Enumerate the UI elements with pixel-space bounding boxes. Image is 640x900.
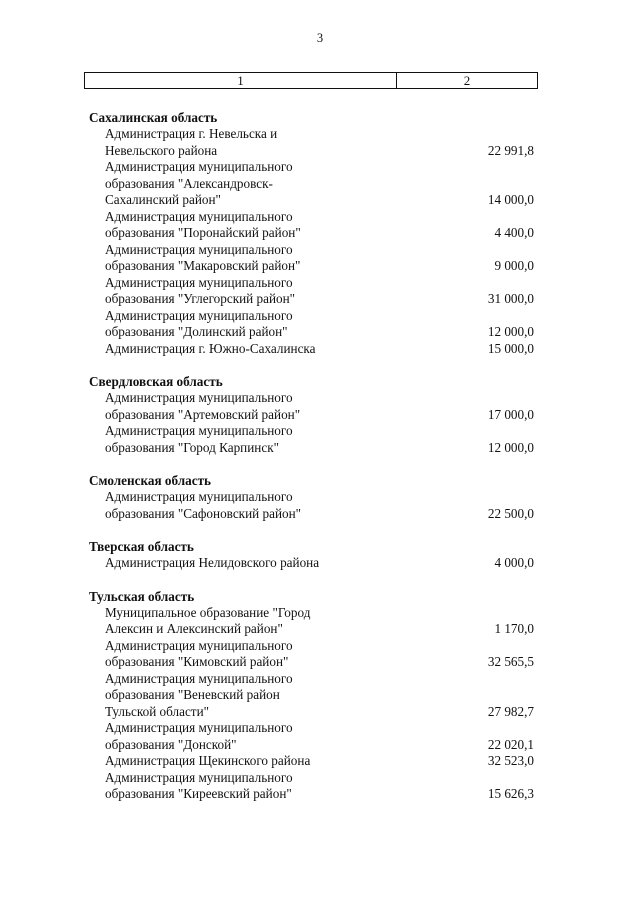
recipient-line: образования "Город Карпинск" [105, 439, 279, 455]
table-header [84, 72, 538, 89]
region-title: Сахалинская область [89, 110, 218, 125]
recipient-line: образования "Артемовский район" [105, 406, 301, 422]
entry-recipient [89, 390, 444, 423]
entry-recipient [89, 720, 444, 753]
recipient-line: Администрация муниципального [105, 208, 293, 224]
header-column-2: 2 [463, 73, 471, 88]
entry-recipient [89, 605, 444, 638]
recipient-line: Администрация муниципального [105, 390, 293, 405]
entry-row [89, 423, 534, 456]
entry-amount: 1 170,0 [494, 621, 534, 636]
recipient-line: образования "Веневский район [105, 687, 280, 702]
recipient-line: образования "Александровск- [105, 175, 273, 191]
entry-row [89, 159, 534, 209]
entry-row [89, 341, 534, 358]
recipient-line: Сахалинский район" [105, 192, 221, 207]
recipient-line: Тульской области" [105, 703, 210, 719]
entry-row [89, 489, 534, 522]
entry-row [89, 308, 534, 341]
entry-row [89, 671, 534, 721]
recipient-line: Администрация Нелидовского района [105, 555, 320, 570]
recipient-line: образования "Поронайский район" [105, 225, 301, 240]
region-section [89, 373, 534, 456]
entry-recipient [89, 423, 444, 456]
entry-recipient [89, 308, 444, 341]
entry-recipient [89, 638, 444, 671]
region-section [89, 109, 534, 357]
recipient-line: Администрация муниципального [105, 489, 293, 504]
allocation-list [89, 109, 534, 819]
header-column-1: 1 [85, 73, 397, 88]
entry-row [89, 390, 534, 423]
entry-amount: 9 000,0 [494, 258, 534, 273]
recipient-line: Администрация муниципального [105, 241, 293, 257]
entry-recipient [89, 126, 444, 159]
recipient-line: образования "Долинский район" [105, 324, 288, 339]
entry-amount: 22 020,1 [487, 736, 534, 752]
entry-row [89, 720, 534, 753]
entry-recipient [89, 242, 444, 275]
entry-recipient [89, 753, 444, 770]
recipient-line: Муниципальное образование "Город [105, 604, 311, 620]
entry-amount: 27 982,7 [487, 703, 534, 719]
entry-amount: 15 000,0 [487, 340, 534, 356]
entry-recipient [89, 555, 444, 572]
entry-row [89, 209, 534, 242]
entry-amount: 4 400,0 [494, 225, 534, 240]
entry-amount: 22 500,0 [487, 505, 534, 521]
region-section [89, 472, 534, 522]
region-section [89, 588, 534, 803]
entry-recipient [89, 209, 444, 242]
recipient-line: Администрация г. Южно-Сахалинска [105, 340, 316, 356]
entry-amount: 12 000,0 [487, 439, 534, 455]
recipient-line: Администрация муниципального [105, 274, 293, 290]
entry-amount: 14 000,0 [487, 192, 534, 207]
recipient-line: Администрация муниципального [105, 159, 293, 174]
page-number: 3 [316, 31, 324, 45]
recipient-line: Администрация Щекинского района [105, 753, 311, 768]
recipient-line: образования "Макаровский район" [105, 258, 301, 273]
entry-amount: 4 000,0 [494, 555, 534, 570]
entry-row [89, 638, 534, 671]
recipient-line: образования "Киреевский район" [105, 786, 292, 801]
region-title: Тверская область [89, 539, 194, 554]
region-title: Свердловская область [89, 374, 223, 389]
recipient-line: Администрация муниципального [105, 720, 293, 735]
region-title: Смоленская область [89, 473, 212, 488]
recipient-line: Администрация муниципального [105, 307, 293, 323]
recipient-line: Администрация г. Невельска и [105, 126, 278, 141]
entry-row [89, 753, 534, 770]
entry-amount: 22 991,8 [487, 142, 534, 158]
entry-amount: 15 626,3 [487, 786, 534, 801]
entry-row [89, 770, 534, 803]
entry-recipient [89, 159, 444, 209]
entry-amount: 17 000,0 [487, 406, 534, 422]
entry-row [89, 555, 534, 572]
entry-amount: 32 523,0 [487, 753, 534, 768]
region-title: Тульская область [89, 588, 195, 604]
entry-row [89, 126, 534, 159]
recipient-line: Администрация муниципального [105, 423, 293, 438]
entry-recipient [89, 275, 444, 308]
recipient-line: Администрация муниципального [105, 670, 293, 686]
recipient-line: Администрация муниципального [105, 637, 293, 653]
entry-row [89, 275, 534, 308]
entry-recipient [89, 489, 444, 522]
entry-recipient [89, 770, 444, 803]
recipient-line: Администрация муниципального [105, 769, 293, 785]
recipient-line: Алексин и Алексинский район" [105, 621, 283, 636]
recipient-line: образования "Донской" [105, 736, 237, 752]
entry-amount: 12 000,0 [487, 324, 534, 339]
region-section [89, 538, 534, 572]
entry-amount: 31 000,0 [487, 291, 534, 306]
entry-amount: 32 565,5 [487, 654, 534, 669]
recipient-line: образования "Кимовский район" [105, 654, 289, 669]
recipient-line: образования "Углегорский район" [105, 291, 296, 306]
entry-recipient [89, 671, 444, 721]
entry-row [89, 242, 534, 275]
entry-row [89, 605, 534, 638]
recipient-line: образования "Сафоновский район" [105, 505, 302, 521]
entry-recipient [89, 341, 444, 358]
recipient-line: Невельского района [105, 142, 218, 158]
